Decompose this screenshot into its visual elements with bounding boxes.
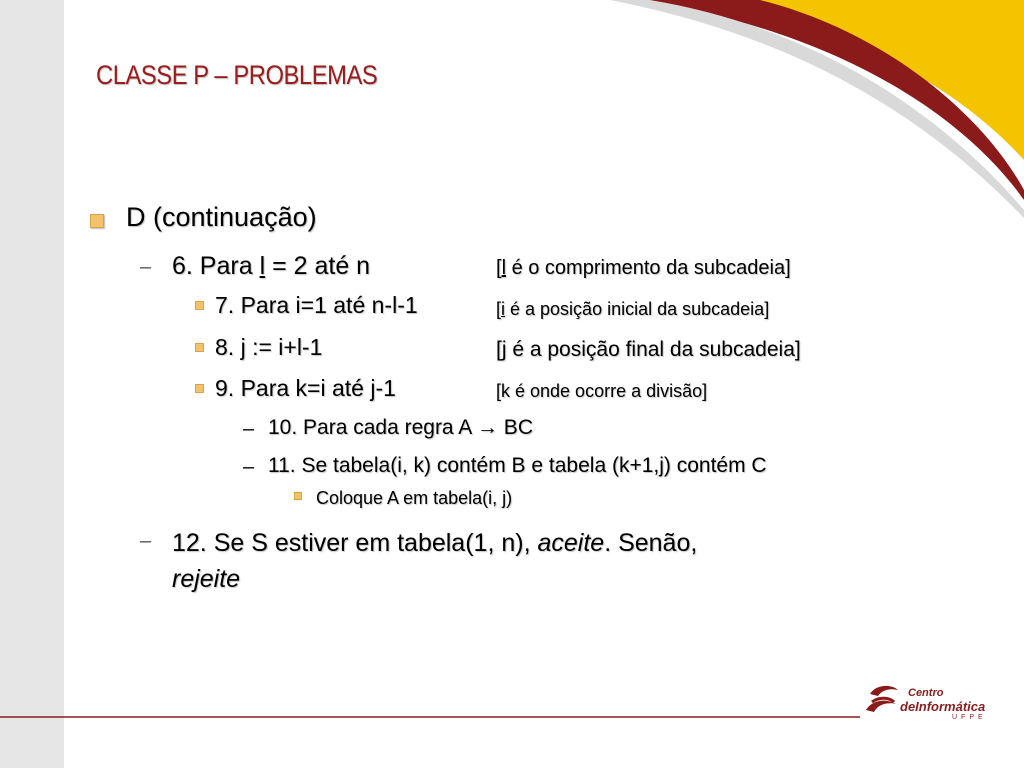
- bullet-square-icon: [195, 301, 204, 310]
- item-7: 7. Para i=1 até n-l-1: [215, 292, 418, 318]
- note-6: [l é o comprimento da subcadeia]: [496, 257, 791, 279]
- footer-rule: [0, 716, 860, 718]
- logo-text-centro: Centro: [908, 687, 944, 699]
- bullet-square-icon: [195, 384, 204, 393]
- bullet-square-icon: [90, 214, 104, 228]
- item-8: 8. j := i+l-1: [215, 334, 323, 360]
- item-10: 10. Para cada regra A → BC: [268, 416, 533, 439]
- dash-marker: –: [140, 256, 152, 278]
- bullet-square-icon: [294, 492, 302, 500]
- logo-text-informatica: deInformática: [900, 699, 986, 714]
- dash-marker: –: [243, 418, 255, 440]
- item-12: 12. Se S estiver em tabela(1, n), aceite. Senão, rejeite: [172, 529, 698, 593]
- item-9: 9. Para k=i até j-1: [215, 375, 396, 401]
- item-11: 11. Se tabela(i, k) contém B e tabela (k+1,j) contém C: [268, 454, 767, 477]
- note-9: [k é onde ocorre a divisão]: [496, 381, 708, 401]
- note-8: [j é a posição final da subcadeia]: [496, 338, 801, 361]
- bullet-square-icon: [195, 343, 204, 352]
- dash-marker: –: [243, 456, 255, 478]
- dash-marker: –: [140, 530, 152, 552]
- slide-title: CLASSE P – PROBLEMAS: [96, 60, 378, 90]
- item-6: 6. Para l = 2 até n: [172, 252, 371, 280]
- logo-text-ufpe: UFPE: [952, 714, 987, 721]
- bullet-d: D (continuação): [126, 202, 317, 232]
- note-7: [i é a posição inicial da subcadeia]: [496, 299, 770, 319]
- item-11a: Coloque A em tabela(i, j): [316, 488, 513, 508]
